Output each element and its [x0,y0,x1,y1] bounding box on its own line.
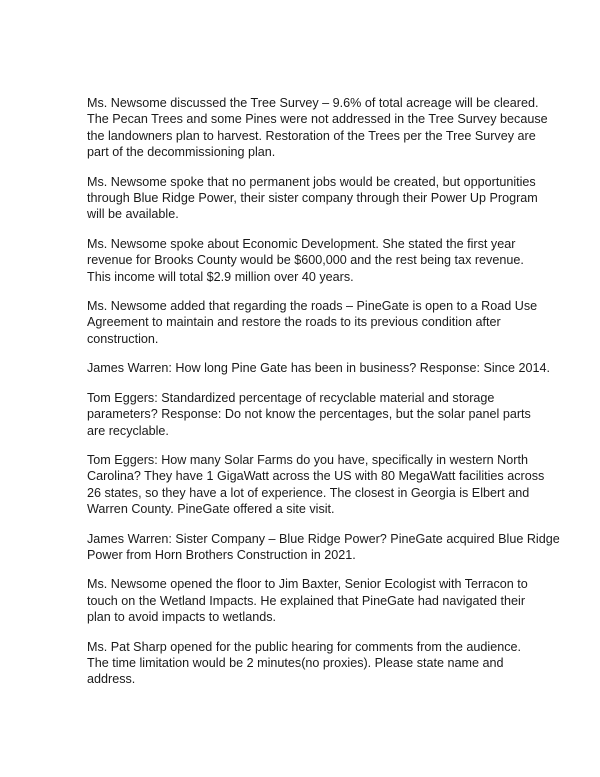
paragraph-business-duration [87,360,550,376]
paragraph-sister-company [87,531,560,564]
text-line: 26 states, so they have a lot of experience. The closest in Georgia is Elbert and [87,485,530,500]
text-line: revenue for Brooks County would be $600,000 and the rest being tax revenue. [87,253,524,268]
text-line: James Warren: Sister Company – Blue Ridge Power? PineGate acquired Blue Ridge [87,531,560,546]
text-line: James Warren: How long Pine Gate has been in business? Response: Since 2014. [87,361,550,376]
text-line: The Pecan Trees and some Pines were not addressed in the Tree Survey because [87,112,548,127]
paragraph-jobs [87,174,538,223]
text-line: Tom Eggers: How many Solar Farms do you have, specifically in western North [87,452,528,467]
text-line: Ms. Newsome discussed the Tree Survey – 9.6% of total acreage will be cleared. [87,96,539,110]
paragraph-tree-survey [87,95,548,161]
paragraph-recyclable [87,390,531,439]
paragraph-wetland-impacts [87,576,528,625]
paragraph-roads [87,298,538,347]
text-line: Power from Horn Brothers Construction in 2021. [87,547,356,562]
text-line: Warren County. PineGate offered a site visit. [87,502,335,517]
text-line: parameters? Response: Do not know the percentages, but the solar panel parts [87,407,531,422]
text-line: Ms. Newsome spoke that no permanent jobs would be created, but opportunities [87,174,536,189]
text-line: construction. [87,331,159,346]
text-line: plan to avoid impacts to wetlands. [87,610,277,625]
paragraph-public-hearing [87,639,520,688]
text-line: Tom Eggers: Standardized percentage of recyclable material and storage [87,390,495,405]
text-line: through Blue Ridge Power, their sister company through their Power Up Program [87,191,538,206]
text-line: This income will total $2.9 million over 40 years. [87,269,354,284]
text-line: the landowners plan to harvest. Restoration of the Trees per the Tree Survey are [87,128,536,143]
text-line: Ms. Newsome opened the floor to Jim Baxter, Senior Ecologist with Terracon to [87,577,528,592]
paragraph-solar-farms [87,452,545,518]
text-line: The time limitation would be 2 minutes(no proxies). Please state name and [87,655,504,670]
text-line: touch on the Wetland Impacts. He explained that PineGate had navigated their [87,593,526,608]
text-line: Carolina? They have 1 GigaWatt across the US with 80 MegaWatt facilities across [87,469,545,484]
text-line: part of the decommissioning plan. [87,145,276,160]
text-line: will be available. [87,207,179,222]
text-line: address. [87,672,136,687]
text-line: Ms. Newsome added that regarding the roads – PineGate is open to a Road Use [87,299,538,314]
text-line: Ms. Pat Sharp opened for the public hearing for comments from the audience. [87,639,522,654]
text-line: are recyclable. [87,423,169,438]
text-line: Ms. Newsome spoke about Economic Development. She stated the first year [87,236,516,251]
text-line: Agreement to maintain and restore the roads to its previous condition after [87,315,501,330]
paragraph-economic-development [87,236,524,285]
